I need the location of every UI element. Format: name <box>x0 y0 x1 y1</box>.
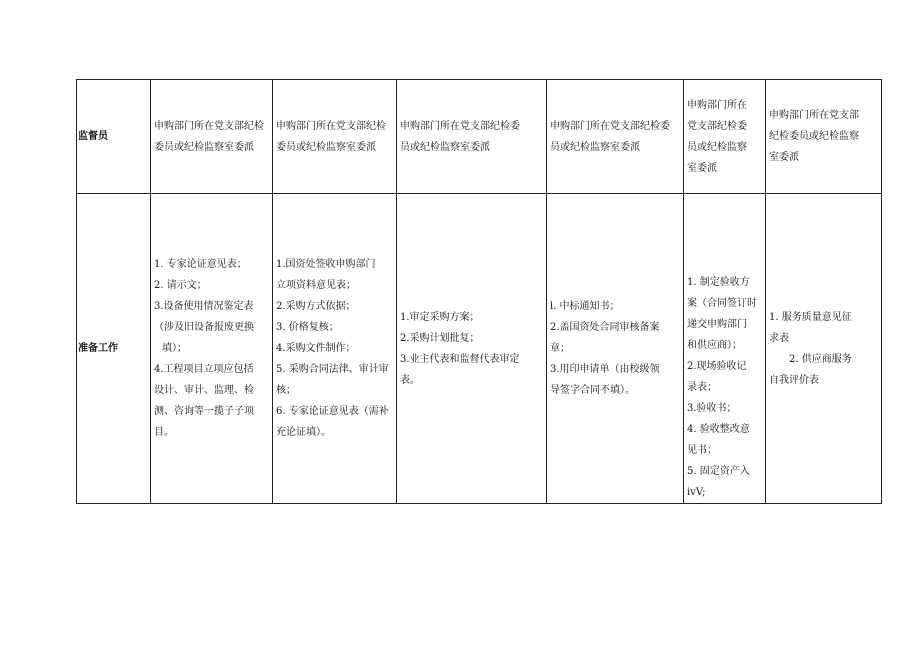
prep-cell-4: l. 中标通知书； 2.盖国资处合同审核备案 章； 3.用印申请单（由校级领 导签字合同不填）。 <box>547 194 684 504</box>
supervisor-cell-2: 申购部门所在党支部纪检 委员或纪检监察室委派 <box>273 80 397 194</box>
row-label-supervisor: 监督员 <box>77 80 151 194</box>
prep-cell-1: 1. 专家论证意见表； 2. 请示文； 3.设备使用情况鉴定表 （涉及旧设备报废更换 填）； 4.工程项目立项应包括 设计、审计、监理、检 测、咨询等一揽子子项 目。 <box>151 194 273 504</box>
prep-cell-2: 1.国资处签收申购部门 立项资料意见表； 2.采购方式依据； 3. 价格复核； 4.采购文件制作； 5. 采购合同法律、审计审 核； 6. 专家论证意见表（需补 充论证填）。 <box>273 194 397 504</box>
row-label-prep: 准备工作 <box>77 194 151 504</box>
prep-cell-6: 1. 服务质量意见征 求表 2. 供应商服务 自我评价表 <box>766 194 882 504</box>
supervisor-cell-4: 申购部门所在党支部纪检委 员或纪检监察室委派 <box>547 80 684 194</box>
prep-cell-3: 1.审定采购方案； 2.采购计划批复； 3.业主代表和监督代表审定 表。 <box>397 194 547 504</box>
prep-cell-5: 1. 制定验收方 案（合同签订时 递交申购部门 和供应商）； 2.现场验收记 录表； 3.验收书； 4. 验收整改意 见书； 5. 固定资产入 ⅳV; <box>684 194 766 504</box>
supervisor-row <box>77 80 882 194</box>
supervisor-cell-1: 申购部门所在党支部纪检 委员或纪检监察室委派 <box>151 80 273 194</box>
supervisor-cell-3: 申购部门所在党支部纪检委 员或纪检监察室委派 <box>397 80 547 194</box>
supervisor-cell-5: 申购部门所在 党支部纪检委 员或纪检监察 室委派 <box>684 80 766 194</box>
document-table <box>76 79 882 504</box>
prep-row <box>77 194 882 504</box>
supervisor-cell-6: 申购部门所在党支部 纪检委员或纪检监察 室委派 <box>766 80 882 194</box>
